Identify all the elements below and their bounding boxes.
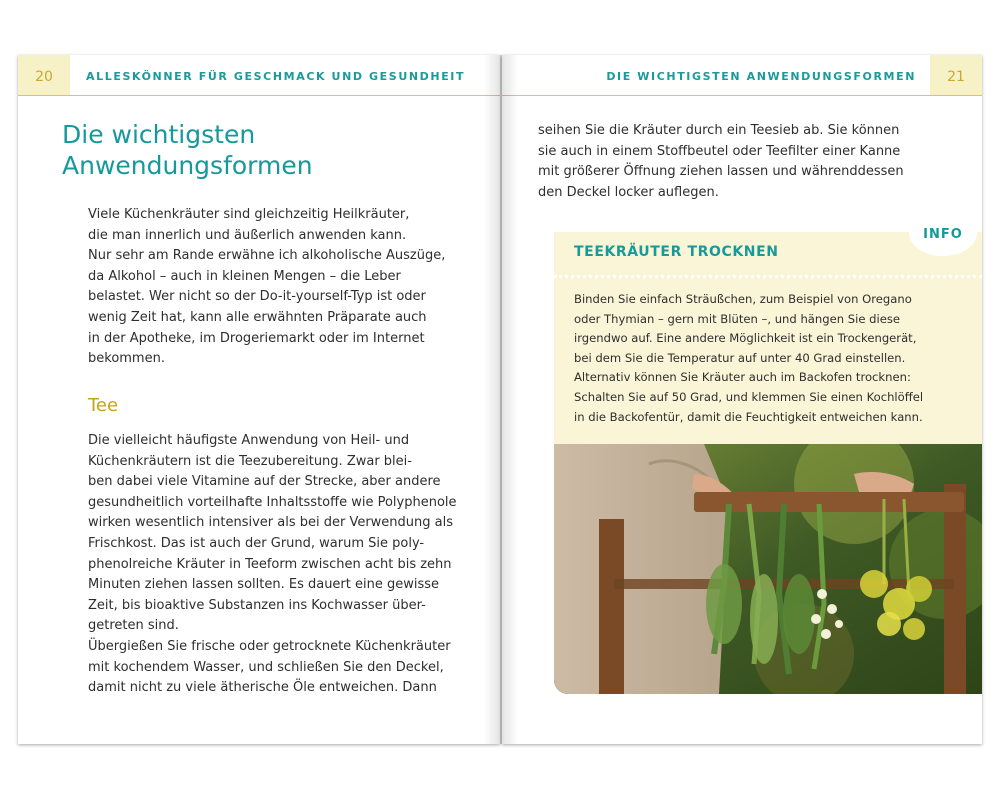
- info-box-text: Binden Sie einfach Sträußchen, zum Beispiel von Oregano oder Thymian – gern mit Blüten –, und hängen Sie diese irgendwo auf. Eine andere Möglichkeit ist ein Trockengerät, bei dem Sie die Temperatur auf unter 40 Grad einstellen. Alternativ können Sie Kräuter auch im Backofen trocknen: Schalten Sie auf 50 Grad, und klemmen Sie einen Kochlöffel in die Backofentür, damit die Feuchtigkeit entweichen kann.: [574, 292, 924, 424]
- page-number-left: 20: [18, 55, 70, 95]
- running-head-text-left: ALLESKÖNNER FÜR GESCHMACK UND GESUNDHEIT: [86, 70, 466, 83]
- dotted-divider: [554, 275, 982, 278]
- section-heading-tee: Tee: [88, 395, 119, 416]
- book-spread: [18, 55, 982, 744]
- right-page: [502, 55, 982, 744]
- continued-paragraph: seihen Sie die Kräuter durch ein Teesieb ab. Sie können sie auch in einem Stoffbeutel oder Teefilter einer Kanne mit größerer Öffnung ziehen lassen und währenddessen den Deckel locker auflegen.: [538, 123, 904, 200]
- page-number-right: 21: [930, 55, 982, 95]
- tee-paragraph: Die vielleicht häufigste Anwendung von Heil- und Küchenkräutern ist die Teezubereitung. Zwar blei- ben dabei viele Vitamine auf der Strecke, aber andere gesundheitlich vorteilhafte Inhaltsstoffe wie Polyphenole wirken wesentlich intensiver als bei der Verwendung als Frischkost. Das ist auch der Grund, warum Sie poly- phenolreiche Kräuter in Teeform zwischen acht bis zehn Minuten ziehen lassen sollten. Es dauert eine gewisse Zeit, bis bioaktive Substanzen ins Kochwasser über- getreten sind. Übergießen Sie frische oder getrocknete Küchenkräuter mit kochendem Wasser, und schließen Sie den Deckel, damit nicht zu viele ätherische Öle entweichen. Dann: [88, 433, 457, 696]
- intro-paragraph: Viele Küchenkräuter sind gleichzeitig Heilkräuter, die man innerlich und äußerlich anwenden kann. Nur sehr am Rande erwähne ich alkoholische Auszüge, da Alkohol – auch in kleinen Mengen – die Leber belastet. Wer nicht so der Do-it-yourself-Typ ist oder wenig Zeit hat, kann alle erwähnten Präparate auch in der Apotheke, im Drogeriemarkt oder im Internet bekommen.: [88, 207, 446, 367]
- running-head-left: [18, 55, 500, 96]
- running-head-text-right: DIE WICHTIGSTEN ANWENDUNGSFORMEN: [606, 70, 916, 83]
- herb-drying-photo: [554, 444, 982, 694]
- info-box: [554, 227, 982, 444]
- page-title: Die wichtigsten Anwendungsformen: [62, 120, 313, 180]
- info-box-title: TEEKRÄUTER TROCKNEN: [574, 244, 779, 260]
- info-badge: INFO: [909, 210, 977, 256]
- running-head-right: [502, 55, 982, 96]
- herb-drying-illustration: [554, 444, 982, 694]
- left-page: [18, 55, 500, 744]
